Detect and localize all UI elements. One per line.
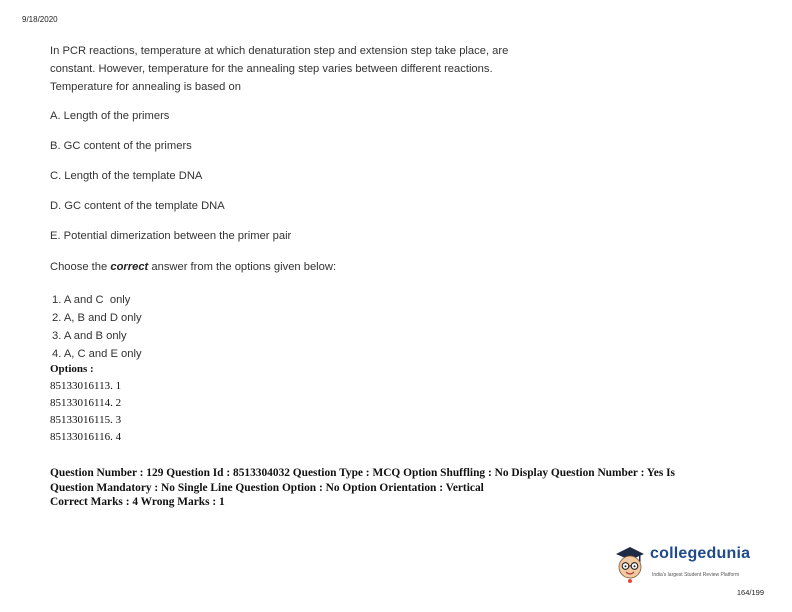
statement-e: E. Potential dimerization between the primer pair <box>50 230 292 242</box>
statement-c: C. Length of the template DNA <box>50 170 203 182</box>
statement-d: D. GC content of the template DNA <box>50 200 225 212</box>
question-line: In PCR reactions, temperature at which denaturation step and extension step take place, are <box>50 45 509 57</box>
option-id: 85133016113. 1 <box>50 380 122 392</box>
marks-line: Correct Marks : 4 Wrong Marks : 1 <box>50 496 225 508</box>
answer-choice-4: 4. A, C and E only <box>52 348 142 360</box>
option-id: 85133016115. 3 <box>50 414 122 426</box>
answer-choices <box>52 291 142 363</box>
answer-choice-2: 2. A, B and D only <box>52 312 142 324</box>
option-id: 85133016114. 2 <box>50 397 122 409</box>
page-number: 164/199 <box>736 588 764 597</box>
statement-b: B. GC content of the primers <box>50 140 192 152</box>
answer-choice-3: 3. A and B only <box>52 330 127 342</box>
options-label: Options : <box>50 363 94 375</box>
choose-prefix: Choose the <box>50 261 111 273</box>
answer-choice-1: 1. A and C only <box>52 294 131 306</box>
option-id: 85133016116. 4 <box>50 431 122 443</box>
choose-suffix: answer from the options given below: <box>148 261 337 273</box>
question-text <box>50 42 570 96</box>
statement-a: A. Length of the primers <box>50 110 170 122</box>
logo-tagline: India's largest Student Review Platform <box>652 572 740 578</box>
mascot-icon <box>612 544 648 584</box>
metadata-line: Question Number : 129 Question Id : 8513304032 Question Type : MCQ Option Shuffling : No Display Question Number : Yes Is <box>50 467 675 479</box>
question-metadata <box>50 466 750 510</box>
question-line: constant. However, temperature for the annealing step varies between different reactions. <box>50 63 493 75</box>
print-date: 9/18/2020 <box>22 15 58 24</box>
options-block <box>50 361 121 446</box>
choose-instruction <box>50 261 336 273</box>
question-line: Temperature for annealing is based on <box>50 81 241 93</box>
choose-emphasis: correct <box>110 261 149 273</box>
collegedunia-logo <box>612 544 762 584</box>
logo-brand: collegedunia <box>650 545 751 562</box>
metadata-line: Question Mandatory : No Single Line Question Option : No Option Orientation : Vertical <box>50 481 484 494</box>
